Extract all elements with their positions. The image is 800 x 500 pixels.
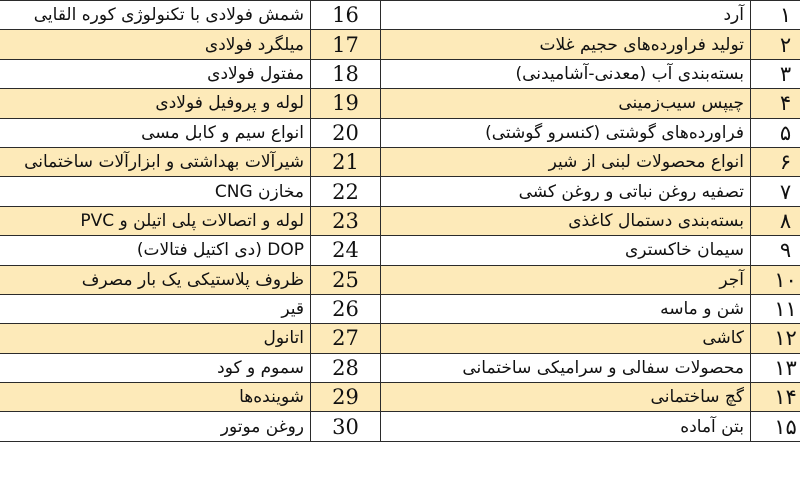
left-product-name-cell: DOP (دی اکتیل فتالات) bbox=[0, 236, 311, 265]
right-number-cell: ۷ bbox=[751, 177, 800, 206]
table-row bbox=[0, 412, 800, 441]
table-row bbox=[0, 383, 800, 412]
right-product-name-cell: انواع محصولات لبنی از شیر bbox=[381, 147, 751, 176]
table-row bbox=[0, 30, 800, 59]
left-number-cell: 22 bbox=[311, 177, 381, 206]
right-product-name-cell: سیمان خاکستری bbox=[381, 236, 751, 265]
right-number-cell: ۱۵ bbox=[751, 412, 800, 441]
left-product-name-cell: مفتول فولادی bbox=[0, 59, 311, 88]
right-number-cell: ۱۴ bbox=[751, 383, 800, 412]
left-product-name-cell: لوله و پروفیل فولادی bbox=[0, 89, 311, 118]
table-row bbox=[0, 1, 800, 30]
right-number-cell: ۳ bbox=[751, 59, 800, 88]
left-product-name-cell: شمش فولادی با تکنولوژی کوره القایی bbox=[0, 1, 311, 30]
right-product-name-cell: تولید فراورده‌های حجیم غلات bbox=[381, 30, 751, 59]
left-number-cell: 30 bbox=[311, 412, 381, 441]
table-row bbox=[0, 59, 800, 88]
right-product-name-cell: محصولات سفالی و سرامیکی ساختمانی bbox=[381, 353, 751, 382]
table-row bbox=[0, 177, 800, 206]
left-product-name-cell: لوله و اتصالات پلی اتیلن و PVC bbox=[0, 206, 311, 235]
right-number-cell: ۸ bbox=[751, 206, 800, 235]
left-product-name-cell: شیرآلات بهداشتی و ابزارآلات ساختمانی bbox=[0, 147, 311, 176]
right-product-name-cell: گچ ساختمانی bbox=[381, 383, 751, 412]
right-product-name-cell: بسته‌بندی دستمال کاغذی bbox=[381, 206, 751, 235]
right-number-cell: ۶ bbox=[751, 147, 800, 176]
right-product-name-cell: شن و ماسه bbox=[381, 294, 751, 323]
right-product-name-cell: فراورده‌های گوشتی (کنسرو گوشتی) bbox=[381, 118, 751, 147]
right-product-name-cell: تصفیه روغن نباتی و روغن کشی bbox=[381, 177, 751, 206]
right-number-cell: ۹ bbox=[751, 236, 800, 265]
left-number-cell: 17 bbox=[311, 30, 381, 59]
left-number-cell: 25 bbox=[311, 265, 381, 294]
left-number-cell: 24 bbox=[311, 236, 381, 265]
left-number-cell: 26 bbox=[311, 294, 381, 323]
left-number-cell: 20 bbox=[311, 118, 381, 147]
right-number-cell: ۲ bbox=[751, 30, 800, 59]
right-number-cell: ۱۲ bbox=[751, 324, 800, 353]
left-product-name-cell: ظروف پلاستیکی یک بار مصرف bbox=[0, 265, 311, 294]
right-number-cell: ۴ bbox=[751, 89, 800, 118]
right-number-cell: ۱۳ bbox=[751, 353, 800, 382]
right-number-cell: ۱۱ bbox=[751, 294, 800, 323]
left-product-name-cell: سموم و کود bbox=[0, 353, 311, 382]
table-row bbox=[0, 206, 800, 235]
right-product-name-cell: بسته‌بندی آب (معدنی-آشامیدنی) bbox=[381, 59, 751, 88]
left-number-cell: 29 bbox=[311, 383, 381, 412]
left-product-name-cell: قیر bbox=[0, 294, 311, 323]
right-product-name-cell: آرد bbox=[381, 1, 751, 30]
table-row bbox=[0, 236, 800, 265]
right-product-name-cell: آجر bbox=[381, 265, 751, 294]
left-product-name-cell: اتانول bbox=[0, 324, 311, 353]
table-row bbox=[0, 353, 800, 382]
right-number-cell: ۱۰ bbox=[751, 265, 800, 294]
left-number-cell: 16 bbox=[311, 1, 381, 30]
table-row bbox=[0, 324, 800, 353]
left-number-cell: 18 bbox=[311, 59, 381, 88]
table-row bbox=[0, 89, 800, 118]
left-number-cell: 21 bbox=[311, 147, 381, 176]
right-product-name-cell: چیپس سیب‌زمینی bbox=[381, 89, 751, 118]
table-row bbox=[0, 265, 800, 294]
table-row bbox=[0, 147, 800, 176]
table-row bbox=[0, 294, 800, 323]
left-product-name-cell: شوینده‌ها bbox=[0, 383, 311, 412]
right-product-name-cell: کاشی bbox=[381, 324, 751, 353]
right-number-cell: ۱ bbox=[751, 1, 800, 30]
right-product-name-cell: بتن آماده bbox=[381, 412, 751, 441]
left-product-name-cell: روغن موتور bbox=[0, 412, 311, 441]
left-product-name-cell: مخازن CNG bbox=[0, 177, 311, 206]
table-row bbox=[0, 118, 800, 147]
left-number-cell: 19 bbox=[311, 89, 381, 118]
left-product-name-cell: انواع سیم و کابل مسی bbox=[0, 118, 311, 147]
right-number-cell: ۵ bbox=[751, 118, 800, 147]
left-product-name-cell: میلگرد فولادی bbox=[0, 30, 311, 59]
products-table-body bbox=[0, 1, 800, 442]
left-number-cell: 27 bbox=[311, 324, 381, 353]
left-number-cell: 28 bbox=[311, 353, 381, 382]
left-number-cell: 23 bbox=[311, 206, 381, 235]
